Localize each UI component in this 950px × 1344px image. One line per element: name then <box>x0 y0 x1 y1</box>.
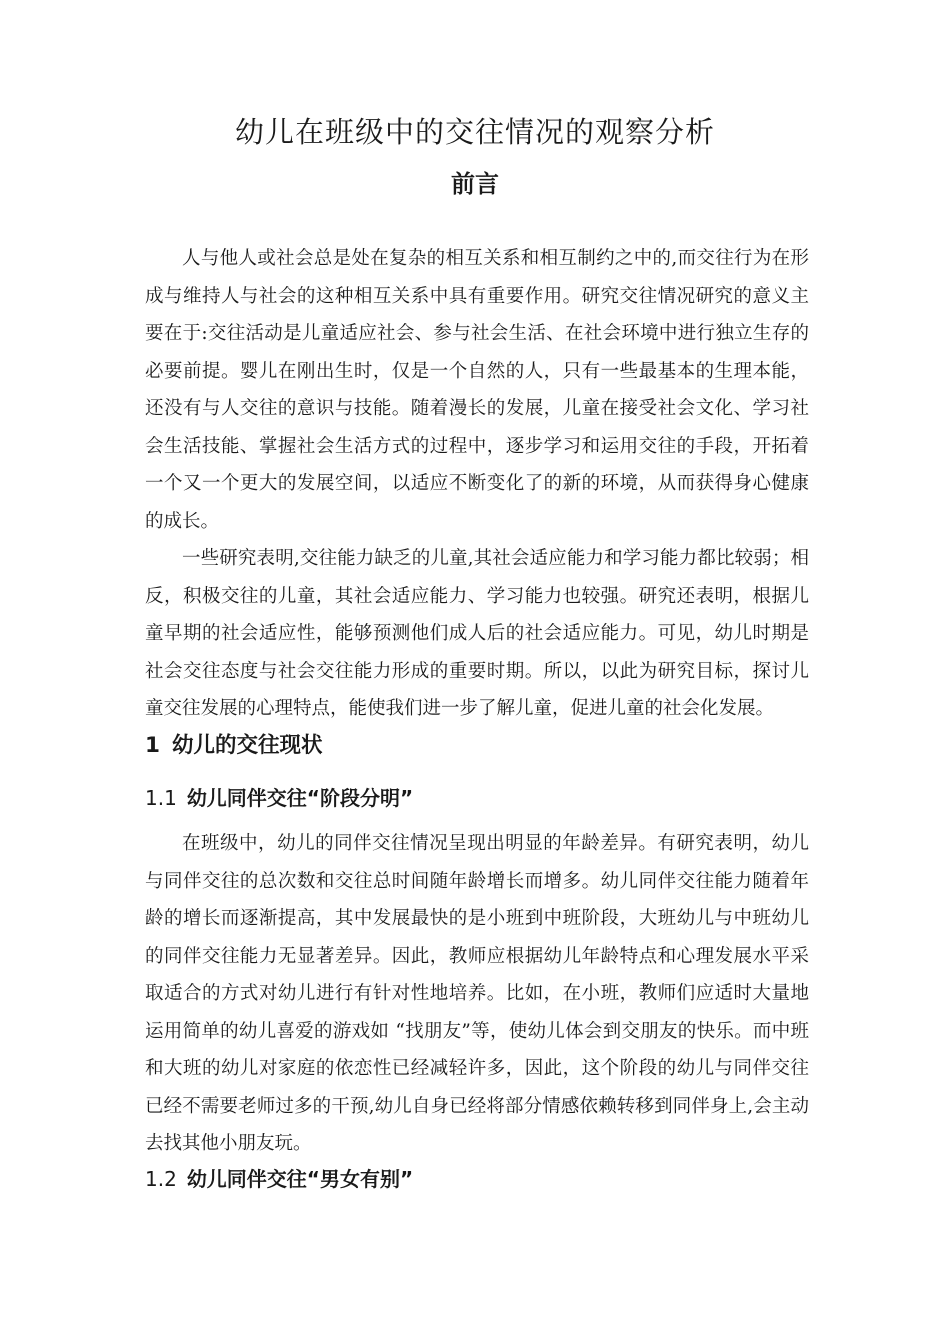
section-1-1-title: 幼儿同伴交往“阶段分明” <box>186 786 414 810</box>
preface-paragraph-1: 人与他人或社会总是处在复杂的相互关系和相互制约之中的,而交往行为在形成与维持人与社会的这种相互关系中具有重要作用。研究交往情况研究的意义主要在于:交往活动是儿童适应社会、参与社会生活、在社会环境中进行独立生存的必要前提。婴儿在刚出生时，仅是一个自然的人，只有一些最基本的生理本能，还没有与人交往的意识与技能。随着漫长的发展，儿童在接受社会文化、学习社会生活技能、掌握社会生活方式的过程中，逐步学习和运用交往的手段，开拓着一个又一个更大的发展空间，以适应不断变化了的新的环境，从而获得身心健康的成长。 <box>145 248 809 532</box>
preface-heading: 前言 <box>451 170 499 198</box>
document-title: 幼儿在班级中的交往情况的观察分析 <box>234 115 715 149</box>
section-1-2-title: 幼儿同伴交往“男女有别” <box>186 1167 414 1191</box>
section-1-1-paragraph: 在班级中，幼儿的同伴交往情况呈现出明显的年龄差异。有研究表明，幼儿与同伴交往的总次数和交往总时间随年龄增长而增多。幼儿同伴交往能力随着年龄的增长而逐渐提高，其中发展最快的是小班到中班阶段，大班幼儿与中班幼儿的同伴交往能力无显著差异。因此，教师应根据幼儿年龄特点和心理发展水平采取适合的方式对幼儿进行有针对性地培养。比如，在小班，教师们应适时大量地运用简单的幼儿喜爱的游戏如 “找朋友”等，使幼儿体会到交朋友的快乐。而中班和大班的幼儿对家庭的依恋性已经减轻许多，因此，这个阶段的幼儿与同伴交往已经不需要老师过多的干预,幼儿自身已经将部分情感依赖转移到同伴身上,会主动去找其他小朋友玩。 <box>145 833 809 1154</box>
section-1-1-heading <box>145 783 413 813</box>
section-1-1-number: 1.1 <box>145 786 177 810</box>
preface-paragraph-2: 一些研究表明,交往能力缺乏的儿童,其社会适应能力和学习能力都比较弱；相反，积极交往的儿童，其社会适应能力、学习能力也较强。研究还表明，根据儿童早期的社会适应性，能够预测他们成人后的社会适应能力。可见，幼儿时期是社会交往态度与社会交往能力形成的重要时期。所以，以此为研究目标，探讨儿童交往发展的心理特点，能使我们进一步了解儿童，促进儿童的社会化发展。 <box>145 548 809 719</box>
section-1-2-heading <box>145 1164 413 1194</box>
section-1-title: 幼儿的交往现状 <box>171 733 323 758</box>
section-1-2-number: 1.2 <box>145 1167 177 1191</box>
section-1-heading <box>145 730 322 762</box>
section-1-number: 1 <box>145 733 160 758</box>
